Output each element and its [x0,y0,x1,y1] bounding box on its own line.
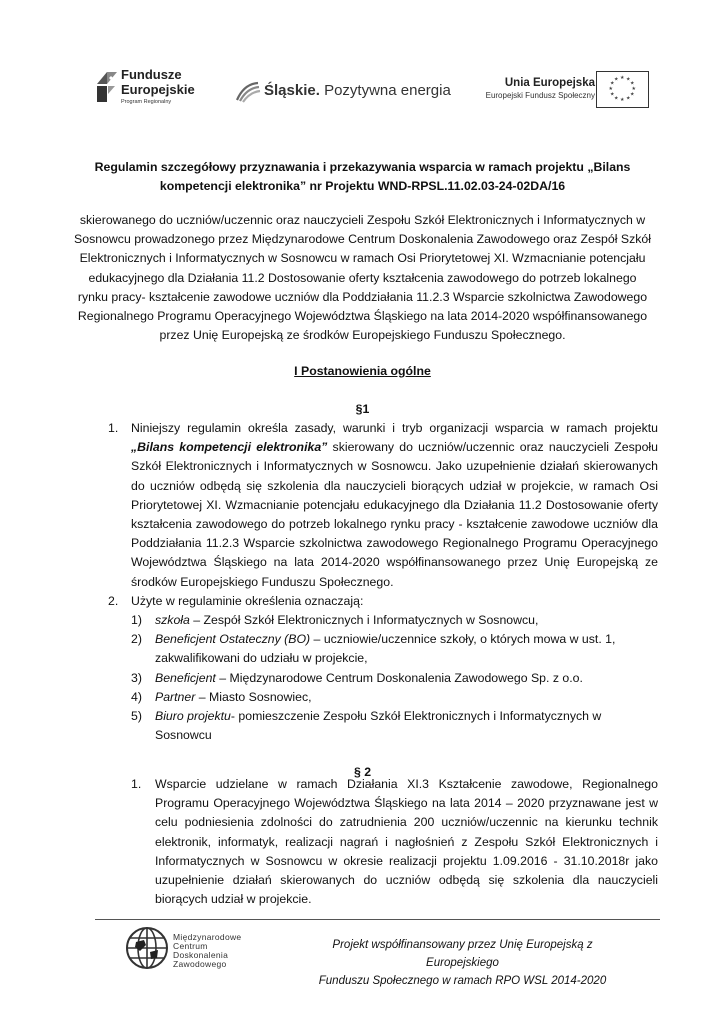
intro-line: Elektronicznych i Informatycznych w Sosnowcu w ramach Osi Priorytetowej XI. Wzmacnianie potencjału [79,251,646,266]
svg-text:★: ★ [626,76,631,83]
item1-pre: Niniejszy regulamin określa zasady, warunki i tryb organizacji wsparcia w ramach projektu [131,421,658,435]
intro-line: Sosnowcu prowadzonego przez Międzynarodowe Centrum Doskonalenia Zawodowego oraz Zespół Szkół [74,232,651,247]
slaskie-logo [234,80,451,106]
paragraph-symbol-1: §1 [355,402,370,416]
definition-continuation: Sosnowcu [155,728,212,743]
intro-line: Regionalnego Programu Operacyjnego Województwa Śląskiego na lata 2014-2020 współfinansowanego [77,309,648,324]
fe-line2: Europejskie [121,82,195,97]
intro-line: skierowanego do uczniów/uczennic oraz nauczycieli Zespołu Szkół Elektronicznych i Informatycznych w [79,213,646,227]
svg-text:★: ★ [631,86,636,92]
slaskie-emblem-icon [234,80,262,104]
section-heading [0,362,725,381]
unia-europejska-label [470,76,595,110]
document-title [0,158,725,196]
svg-text:★: ★ [620,75,625,81]
project-name: „Bilans kompetencji elektronika” [131,440,328,455]
definition-number: 4) [131,690,142,704]
svg-text:★: ★ [610,91,615,98]
definition-item [155,688,645,707]
globe-icon [124,925,170,971]
definition-term: szkoła [155,613,190,627]
definition-term: Beneficjent [155,671,216,685]
definition-item [155,630,645,668]
intro-line: przez Unię Europejską ze środków Europejskiego Funduszu Społecznego. [159,328,566,343]
definition-number: 2) [131,632,142,646]
item1-post: skierowany do uczniów/uczennic oraz nauczycieli Zespołu Szkół Elektronicznych i Informatycznych w Sosnowcu. Jako uzupełnienie działań skierowanych do uczniów odbędą się szkolenia dla nauczycieli biorących udział w projekcie, w ramach Osi Priorytetowej XI. Wzmacnianie potencjału edukacyjnego dla Działania 11.2 Dostosowanie oferty kształcenia zawodowego do potrzeb lokalnego rynku pracy - kształcenie zawodowe uczniów dla Poddziałania 11.2.3 Wsparcie szkolnictwa zawodowego Regionalnego Programu Operacyjnego Województwa Śląskiego na lata 2014-2020 współfinansowanego przez Unię Europejską ze środków Europejskiego Funduszu Społecznego. [131,440,658,589]
definition-continuation: zakwalifikowani do udziału w projekcie, [155,651,368,666]
mcdz-line: Centrum [173,941,208,951]
item-2: Użyte w regulaminie określenia oznaczają: [131,594,364,608]
title-line-1: Regulamin szczegółowy przyznawania i przekazywania wsparcia w ramach projektu „Bilans [94,160,631,174]
definition-term: Biuro projektu [155,709,231,723]
mcdz-line: Zawodowego [173,959,227,969]
svg-text:★: ★ [620,97,625,103]
definition-term: Partner [155,690,196,704]
definition-text: – Międzynarodowe Centrum Doskonalenia Zawodowego Sp. z o.o. [215,671,583,685]
mcdz-line: Doskonalenia [173,950,229,960]
definition-number: 1) [131,613,142,627]
intro-paragraph [0,211,725,345]
definition-text: – Miasto Sosnowiec, [195,690,312,704]
section-heading-text: I Postanowienia ogólne [294,364,431,378]
svg-text:★: ★ [626,95,631,102]
definition-number: 3) [131,671,142,685]
title-line-2: kompetencji elektronika” nr Projektu WND-RPSL.11.02.03-24-02DA/16 [159,179,566,194]
definition-item [155,707,645,745]
paragraph-symbol-2: § 2 [353,765,372,779]
header-logos [0,62,725,112]
slaskie-name: Śląskie. [264,82,320,99]
intro-line: edukacyjnego dla Działania 11.2 Dostosowanie oferty kształcenia zawodowego do potrzeb lokalnego [88,270,637,285]
item-number: 1. [108,421,119,435]
definition-term: Beneficjent Ostateczny (BO) [155,632,311,646]
intro-line: rynku pracy- kształcenie zawodowe uczniów dla Poddziałania 11.2.3 Wsparcie szkolnictwa Zawodowego [77,289,648,304]
ue-subtitle: Europejski Fundusz Społeczny [485,91,595,100]
mcdz-logo [124,925,274,973]
definition-text: - pomieszczenie Zespołu Szkół Elektronicznych i Informatycznych w [230,709,602,723]
footer-note [295,936,630,990]
item-3: Wsparcie udzielane w ramach Działania XI.3 Kształcenie zawodowe, Regionalnego Programu Operacyjnego Województwa Śląskiego na lata 2014 – 2020 przyznawane jest w celu podniesienia zdolności do zatrudnienia 200 uczniów/uczennic na kierunku technik elektronik, informatyk, realizacji nagrań i nagłośnień z Zespołu Szkół Elektronicznych i Informatycznych w Sosnowcu w okresie realizacji projektu 1.09.2016 - 31.10.2018r jako uzupełnienie działań skierowanych do uczniów odbędą się szkolenia dla nauczycieli biorących udział w projekcie. [155,777,658,907]
fe-line1: Fundusze [121,67,182,82]
eu-flag-icon [596,71,649,108]
definition-number: 5) [131,709,142,723]
slaskie-text [264,82,451,99]
fe-line3: Program Regionalny [121,99,172,105]
eu-stars-icon [597,72,647,106]
svg-text:★: ★ [614,76,619,83]
mcdz-text [173,933,241,969]
footer-divider [95,919,660,920]
svg-text:★: ★ [614,95,619,102]
svg-text:★: ★ [630,91,635,98]
svg-text:★: ★ [608,86,613,92]
footer-note-line-2: Funduszu Społecznego w ramach RPO WSL 2014-2020 [318,975,607,987]
fundusze-europejskie-logo [95,66,215,110]
item-1 [131,419,658,592]
definition-text: – uczniowie/uczennice szkoły, o których mowa w ust. 1, [310,632,616,646]
definition-text: – Zespół Szkół Elektronicznych i Informatycznych w Sosnowcu, [189,613,539,627]
ue-title: Unia Europejska [504,77,595,89]
svg-text:★: ★ [610,80,615,87]
slaskie-tagline: Pozytywna energia [324,82,451,99]
item-number: 2. [108,594,119,608]
footer-note-line-1: Projekt współfinansowany przez Unię Europejską z Europejskiego [332,939,593,969]
definition-item [155,669,645,688]
mcdz-line: Międzynarodowe [173,932,242,942]
fe-emblem-icon [95,68,119,106]
item-number: 1. [131,777,142,791]
svg-text:★: ★ [630,80,635,87]
definition-item [155,611,645,630]
